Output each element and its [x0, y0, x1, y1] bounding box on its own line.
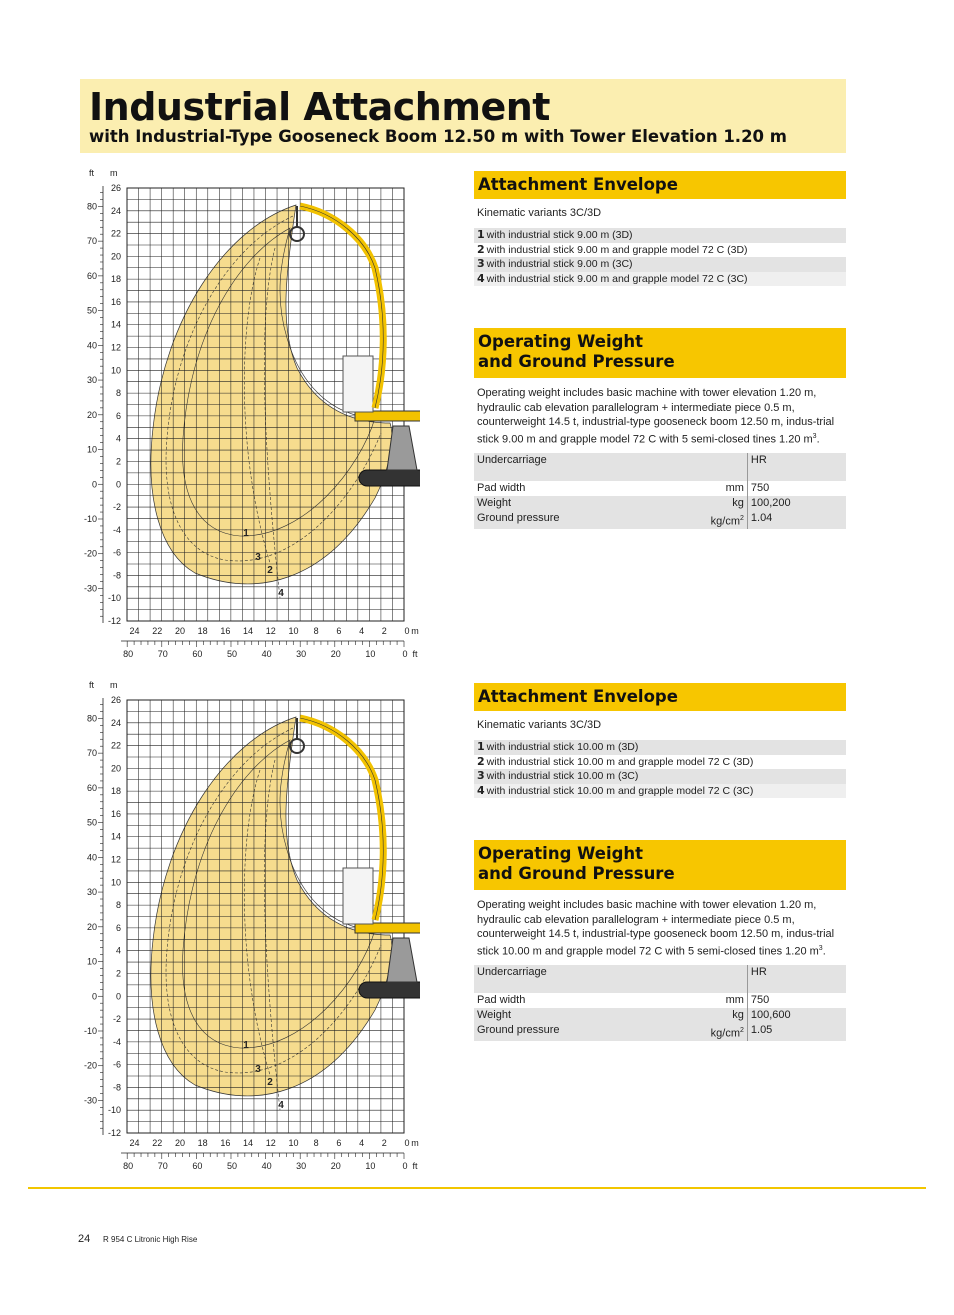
- kinematic-variants: Kinematic variants 3C/3D: [477, 719, 602, 731]
- operating-weight-description: Operating weight includes basic machine with tower elevation 1.20 m, hydraulic cab elevation parallelogram + intermediate piece 0.5 m, counterweight 14.5 t, industrial-type gooseneck boom 12.50 m, indus-trial stick 9.00 m and grapple model 72 C with 5 semi-closed tines 1.20 $m^3$.: [477, 387, 835, 446]
- ft-tick-label: 10: [86, 956, 97, 967]
- x-ft-tick-label: 60: [192, 649, 203, 658]
- envelope-panel-2: [474, 683, 846, 798]
- m-unit-label: m: [110, 680, 118, 690]
- m-tick-label: -6: [112, 1059, 121, 1070]
- x-m-tick-label: 4: [359, 1138, 365, 1148]
- ft-tick-label: 30: [86, 887, 97, 898]
- ft-unit-label: ft: [88, 168, 94, 178]
- x-ft-tick-label: 20: [330, 649, 341, 658]
- ft-tick-label: -20: [83, 1060, 97, 1071]
- m-tick-label: 6: [115, 410, 121, 421]
- m-tick-label: 10: [110, 877, 121, 888]
- x-ft-tick-label: 60: [192, 1161, 203, 1170]
- curve-marker: 2: [267, 565, 273, 576]
- m-tick-label: 6: [115, 922, 121, 933]
- variant-item: 3 with industrial stick 9.00 m (3C): [474, 257, 846, 272]
- x-m-tick-label: 18: [197, 626, 208, 636]
- m-tick-label: 24: [110, 717, 121, 728]
- table-row: Ground pressure $kg/cm^2$ 1.05: [474, 1023, 846, 1042]
- x-ft-unit-label: ft: [412, 1161, 418, 1170]
- m-tick-label: 26: [110, 183, 121, 193]
- x-m-unit-label: m: [411, 626, 419, 636]
- cab: [343, 356, 373, 412]
- ft-tick-label: 40: [86, 340, 97, 351]
- table-row: Pad width mm 750: [477, 481, 770, 494]
- attachment-envelope-diagram-1: [75, 168, 420, 658]
- table-header-row: Undercarriage HR: [474, 965, 846, 993]
- envelope-title: Attachment Envelope: [474, 171, 846, 199]
- m-tick-label: -12: [107, 616, 121, 626]
- m-tick-label: 12: [110, 854, 121, 865]
- ft-tick-label: 80: [86, 713, 97, 724]
- operating-weight-title: Operating Weight and Ground Pressure: [474, 840, 846, 890]
- curve-marker: 1: [243, 528, 249, 539]
- undercarriage-table: [474, 965, 846, 1042]
- m-tick-label: -10: [107, 593, 121, 604]
- m-tick-label: 20: [110, 251, 121, 262]
- envelope-svg: [75, 168, 420, 658]
- m-tick-label: 18: [110, 786, 121, 797]
- x-m-tick-label: 20: [174, 626, 185, 636]
- ft-tick-label: -30: [83, 583, 97, 594]
- x-ft-tick-label: 10: [365, 1161, 376, 1170]
- ft-tick-label: 0: [91, 479, 97, 490]
- ft-tick-label: -30: [83, 1095, 97, 1106]
- x-ft-tick-label: 80: [123, 649, 134, 658]
- m-tick-label: -6: [112, 547, 121, 558]
- x-m-tick-label: 8: [313, 626, 319, 636]
- crawler: [359, 470, 420, 486]
- x-ft-tick-label: 50: [226, 1161, 237, 1170]
- m-tick-label: 10: [110, 365, 121, 376]
- title-banner: [80, 79, 846, 153]
- m-tick-label: 14: [110, 319, 121, 330]
- x-m-tick-label: 24: [129, 626, 140, 636]
- x-ft-tick-label: 0: [402, 1161, 408, 1170]
- m-tick-label: -8: [112, 1082, 121, 1093]
- curve-marker: 4: [278, 588, 284, 599]
- page-subtitle: with Industrial-Type Gooseneck Boom 12.50 m with Tower Elevation 1.20 m: [89, 127, 787, 146]
- ft-tick-label: 50: [86, 817, 97, 828]
- ft-tick-label: 70: [86, 236, 97, 247]
- m-tick-label: 0: [115, 479, 121, 490]
- variant-item: 1 with industrial stick 9.00 m (3D): [474, 228, 846, 243]
- x-ft-tick-label: 0: [402, 649, 408, 658]
- ft-tick-label: 80: [86, 201, 97, 212]
- x-m-tick-label: 2: [381, 626, 387, 636]
- x-m-tick-label: 10: [288, 626, 299, 636]
- x-m-tick-label: 6: [336, 626, 342, 636]
- m-tick-label: 18: [110, 274, 121, 285]
- m-tick-label: 14: [110, 831, 121, 842]
- ft-tick-label: 40: [86, 852, 97, 863]
- undercarriage-table: [474, 453, 846, 530]
- x-ft-tick-label: 70: [157, 649, 168, 658]
- m-tick-label: 4: [115, 433, 121, 444]
- table-row: Ground pressure $kg/cm^2$ 1.04: [474, 511, 846, 530]
- x-ft-tick-label: 70: [157, 1161, 168, 1170]
- x-m-tick-label: 10: [288, 1138, 299, 1148]
- operating-weight-panel-2: [474, 840, 846, 1041]
- x-m-tick-label: 20: [174, 1138, 185, 1148]
- x-m-tick-label: 24: [129, 1138, 140, 1148]
- attachment-envelope-diagram-2: [75, 680, 420, 1170]
- operating-weight-description: Operating weight includes basic machine with tower elevation 1.20 m, hydraulic cab elevation parallelogram + intermediate piece 0.5 m, counterweight 14.5 t, industrial-type gooseneck boom 12.50 m, indus-trial stick 10.00 m and grapple model 72 C with 5 semi-closed tines 1.20 $m^3$.: [477, 899, 835, 958]
- m-tick-label: 2: [115, 456, 121, 467]
- x-ft-tick-label: 40: [261, 1161, 272, 1170]
- variant-item: 4 with industrial stick 9.00 m and grapple model 72 C (3C): [474, 272, 846, 287]
- curve-marker: 4: [278, 1100, 284, 1111]
- x-m-tick-label: 4: [359, 626, 365, 636]
- ft-tick-label: 0: [91, 991, 97, 1002]
- x-ft-tick-label: 30: [296, 1161, 307, 1170]
- table-row: Pad width mm 750: [477, 993, 770, 1006]
- envelope-panel-1: [474, 171, 846, 286]
- table-header-row: Undercarriage HR: [474, 453, 846, 481]
- x-m-tick-label: 16: [220, 1138, 231, 1148]
- m-tick-label: 24: [110, 205, 121, 216]
- m-tick-label: -12: [107, 1128, 121, 1138]
- m-tick-label: 8: [115, 900, 121, 911]
- m-tick-label: -2: [112, 502, 121, 513]
- ft-unit-label: ft: [88, 680, 94, 690]
- x-ft-unit-label: ft: [412, 649, 418, 658]
- m-tick-label: 22: [110, 740, 121, 751]
- kinematic-variants: Kinematic variants 3C/3D: [477, 207, 602, 219]
- ft-tick-label: 50: [86, 305, 97, 316]
- table-row: Weight kg 100,200: [474, 496, 846, 511]
- variant-list: [474, 740, 846, 798]
- x-m-tick-label: 2: [381, 1138, 387, 1148]
- x-m-tick-label: 0: [404, 1138, 410, 1148]
- ft-tick-label: 20: [86, 409, 97, 420]
- ft-tick-label: -10: [83, 513, 97, 524]
- variant-item: 2 with industrial stick 10.00 m and grapple model 72 C (3D): [477, 754, 754, 768]
- x-ft-tick-label: 30: [296, 649, 307, 658]
- x-ft-tick-label: 10: [365, 649, 376, 658]
- operating-weight-title: Operating Weight and Ground Pressure: [474, 328, 846, 378]
- x-m-tick-label: 16: [220, 626, 231, 636]
- x-m-tick-label: 22: [152, 626, 163, 636]
- m-tick-label: 12: [110, 342, 121, 353]
- m-tick-label: 26: [110, 695, 121, 705]
- x-ft-tick-label: 20: [330, 1161, 341, 1170]
- m-tick-label: -8: [112, 570, 121, 581]
- ft-tick-label: 70: [86, 748, 97, 759]
- operating-weight-panel-1: [474, 328, 846, 529]
- x-m-tick-label: 12: [265, 1138, 276, 1148]
- envelope-title: Attachment Envelope: [474, 683, 846, 711]
- m-tick-label: 2: [115, 968, 121, 979]
- x-m-tick-label: 18: [197, 1138, 208, 1148]
- x-ft-tick-label: 50: [226, 649, 237, 658]
- page-title: Industrial Attachment: [89, 85, 550, 129]
- m-tick-label: 8: [115, 388, 121, 399]
- curve-marker: 2: [267, 1077, 273, 1088]
- m-tick-label: -10: [107, 1105, 121, 1116]
- ft-tick-label: -10: [83, 1025, 97, 1036]
- m-tick-label: -4: [112, 1036, 121, 1047]
- crawler: [359, 982, 420, 998]
- m-unit-label: m: [110, 168, 118, 178]
- variant-item: 1 with industrial stick 10.00 m (3D): [474, 740, 846, 755]
- x-m-tick-label: 22: [152, 1138, 163, 1148]
- x-ft-tick-label: 80: [123, 1161, 134, 1170]
- variant-item: 3 with industrial stick 10.00 m (3C): [474, 769, 846, 784]
- table-row: Weight kg 100,600: [474, 1008, 846, 1023]
- variant-item: 2 with industrial stick 9.00 m and grapple model 72 C (3D): [477, 242, 748, 256]
- x-m-tick-label: 8: [313, 1138, 319, 1148]
- m-tick-label: 16: [110, 296, 121, 307]
- m-tick-label: 0: [115, 991, 121, 1002]
- m-tick-label: 20: [110, 763, 121, 774]
- m-tick-label: 16: [110, 808, 121, 819]
- x-m-tick-label: 14: [243, 1138, 254, 1148]
- variant-list: [474, 228, 846, 286]
- ft-tick-label: 30: [86, 375, 97, 386]
- ft-tick-label: -20: [83, 548, 97, 559]
- m-tick-label: 4: [115, 945, 121, 956]
- x-m-tick-label: 6: [336, 1138, 342, 1148]
- cab: [343, 868, 373, 924]
- curve-marker: 3: [255, 1064, 261, 1075]
- curve-marker: 3: [255, 552, 261, 563]
- envelope-svg: [75, 680, 420, 1170]
- m-tick-label: 22: [110, 228, 121, 239]
- ft-tick-label: 60: [86, 270, 97, 281]
- x-m-tick-label: 0: [404, 626, 410, 636]
- x-m-unit-label: m: [411, 1138, 419, 1148]
- curve-marker: 1: [243, 1040, 249, 1051]
- x-m-tick-label: 14: [243, 626, 254, 636]
- m-tick-label: -2: [112, 1014, 121, 1025]
- document-name: R 954 C Litronic High Rise: [103, 1235, 198, 1244]
- x-ft-tick-label: 40: [261, 649, 272, 658]
- page-number: 24: [78, 1233, 91, 1245]
- footer-divider: [28, 1187, 926, 1189]
- x-m-tick-label: 12: [265, 626, 276, 636]
- variant-item: 4 with industrial stick 10.00 m and grapple model 72 C (3C): [474, 784, 846, 799]
- ft-tick-label: 10: [86, 444, 97, 455]
- ft-tick-label: 20: [86, 921, 97, 932]
- m-tick-label: -4: [112, 524, 121, 535]
- ft-tick-label: 60: [86, 782, 97, 793]
